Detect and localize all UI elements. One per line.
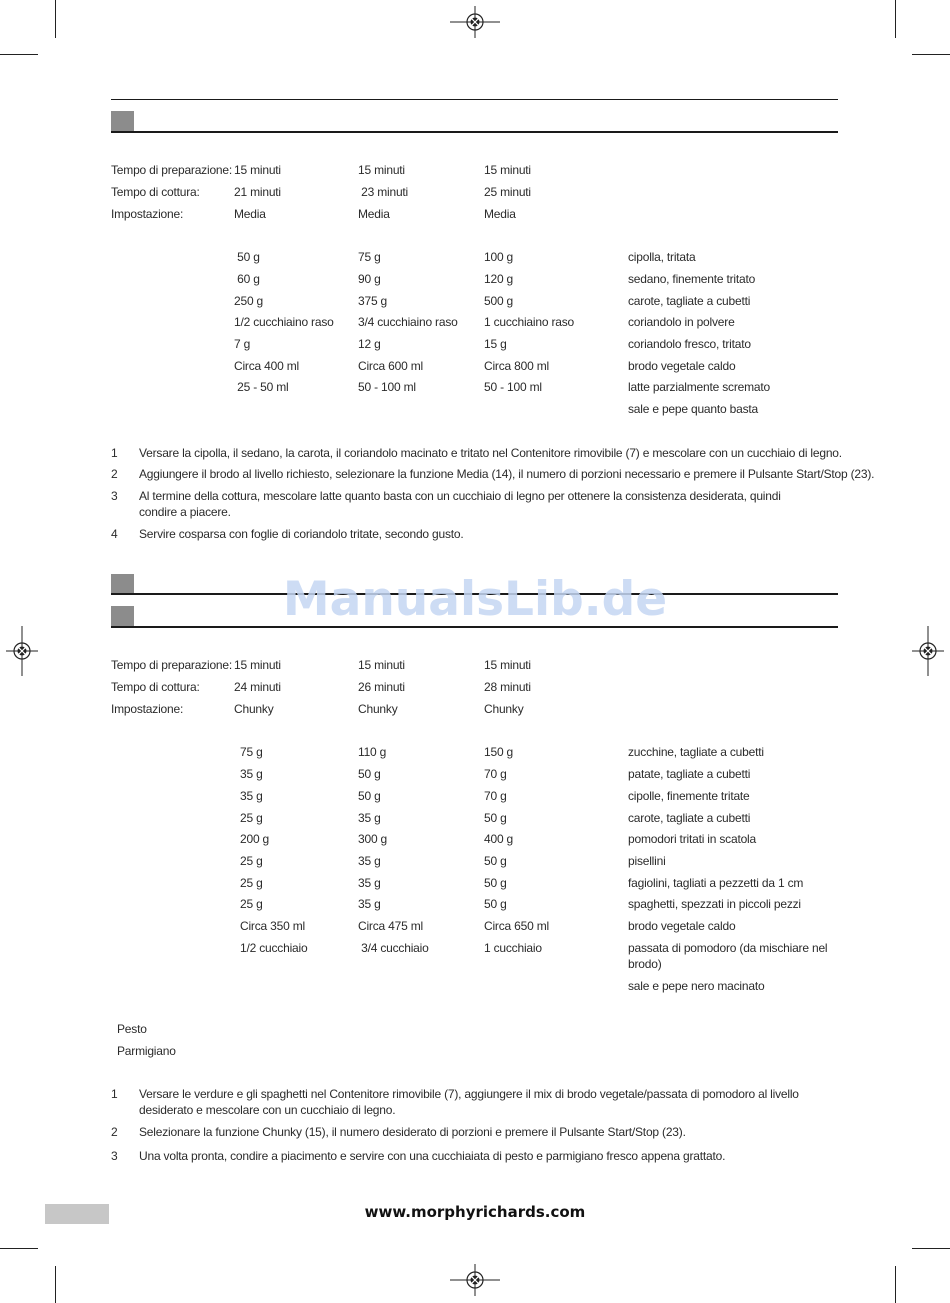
ingredient-qty: 110 g	[358, 745, 387, 759]
meta-label: Tempo di preparazione:	[111, 163, 233, 177]
step-number: 4	[111, 527, 118, 541]
registration-mark-icon	[912, 626, 944, 676]
ingredient-name: latte parzialmente scremato	[628, 380, 770, 394]
crop-mark	[0, 1248, 38, 1249]
step-number: 2	[111, 1125, 118, 1139]
ingredient-qty: Circa 650 ml	[484, 919, 549, 933]
ingredient-name: passata di pomodoro (da mischiare nel brodo)	[628, 941, 828, 971]
crop-mark	[0, 54, 38, 55]
ingredient-qty: 50 g	[484, 811, 507, 825]
ingredient-qty: 120 g	[484, 272, 514, 286]
ingredient-qty: 200 g	[240, 832, 270, 846]
crop-mark	[912, 1248, 950, 1249]
meta-label: Tempo di cottura:	[111, 185, 200, 199]
ingredient-qty: 300 g	[358, 832, 388, 846]
meta-value: 23 minuti	[358, 185, 409, 199]
step-text: Selezionare la funzione Chunky (15), il numero desiderato di porzioni e premere il Pulsante Start/Stop (23).	[139, 1125, 686, 1139]
ingredient-name: pomodori tritati in scatola	[628, 832, 756, 846]
ingredient-qty: 50 - 100 ml	[358, 380, 416, 394]
ingredient-qty: 75 g	[240, 745, 263, 759]
ingredient-qty: 3/4 cucchiaino raso	[358, 315, 458, 329]
ingredient-name: sedano, finemente tritato	[628, 272, 756, 286]
meta-value: Media	[234, 207, 266, 221]
step-number: 3	[111, 489, 118, 503]
ingredient-qty: 35 g	[358, 811, 381, 825]
footer-url: www.morphyrichards.com	[364, 1203, 586, 1221]
meta-value: 24 minuti	[234, 680, 281, 694]
step-number: 1	[111, 446, 118, 460]
ingredient-qty: 25 g	[240, 811, 263, 825]
meta-label: Tempo di preparazione:	[111, 658, 233, 672]
ingredient-qty: 70 g	[484, 789, 507, 803]
ingredient-qty: 35 g	[240, 767, 263, 781]
ingredient-qty: 35 g	[358, 897, 381, 911]
crop-mark	[895, 0, 896, 38]
registration-mark-icon	[6, 626, 38, 676]
ingredient-qty: Circa 350 ml	[240, 919, 305, 933]
crop-mark	[55, 1266, 56, 1303]
step-number: 2	[111, 467, 118, 481]
ingredient-qty: 50 g	[234, 250, 260, 264]
ingredient-qty: 3/4 cucchiaio	[358, 941, 429, 955]
ingredient-qty: 1 cucchiaino raso	[484, 315, 574, 329]
meta-value: 26 minuti	[358, 680, 405, 694]
ingredient-name: fagiolini, tagliati a pezzetti da 1 cm	[628, 876, 804, 890]
ingredient-qty: 70 g	[484, 767, 507, 781]
ingredient-qty: 75 g	[358, 250, 381, 264]
ingredient-name: sale e pepe nero macinato	[628, 979, 765, 993]
ingredient-qty: 500 g	[484, 294, 514, 308]
ingredient-name: cipolle, finemente tritate	[628, 789, 750, 803]
ingredient-qty: 25 g	[240, 854, 263, 868]
crop-mark	[55, 0, 56, 38]
ingredient-qty: 35 g	[240, 789, 263, 803]
meta-value: 15 minuti	[358, 163, 405, 177]
step-text: Al termine della cottura, mescolare latte quanto basta con un cucchiaio di legno per ottenere la consistenza desiderata, quindi condire a piacere.	[139, 489, 781, 519]
ingredient-name: cipolla, tritata	[628, 250, 696, 264]
ingredient-qty: 50 g	[484, 897, 507, 911]
meta-value: 28 minuti	[484, 680, 531, 694]
ingredient-qty: Circa 400 ml	[234, 359, 299, 373]
ingredient-qty: 50 - 100 ml	[484, 380, 542, 394]
ingredient-qty: 7 g	[234, 337, 251, 351]
ingredient-name: zucchine, tagliate a cubetti	[628, 745, 764, 759]
meta-label: Tempo di cottura:	[111, 680, 200, 694]
ingredient-qty: Circa 800 ml	[484, 359, 549, 373]
watermark: ManualsLib.de	[282, 572, 668, 627]
serving-item: Parmigiano	[117, 1044, 176, 1058]
ingredient-qty: 60 g	[234, 272, 260, 286]
meta-value: 15 minuti	[234, 658, 281, 672]
ingredient-qty: Circa 600 ml	[358, 359, 423, 373]
ingredient-qty: Circa 475 ml	[358, 919, 423, 933]
ingredient-name: carote, tagliate a cubetti	[628, 294, 751, 308]
rule	[111, 131, 838, 133]
serving-item: Pesto	[117, 1022, 147, 1036]
ingredient-qty: 100 g	[484, 250, 514, 264]
ingredient-name: carote, tagliate a cubetti	[628, 811, 751, 825]
ingredient-name: sale e pepe quanto basta	[628, 402, 758, 416]
meta-value: Chunky	[234, 702, 274, 716]
meta-value: 21 minuti	[234, 185, 281, 199]
ingredient-name: pisellini	[628, 854, 666, 868]
ingredient-qty: 50 g	[484, 854, 507, 868]
ingredient-qty: 50 g	[484, 876, 507, 890]
meta-value: 15 minuti	[484, 658, 531, 672]
ingredient-name: brodo vegetale caldo	[628, 359, 736, 373]
crop-mark	[912, 54, 950, 55]
meta-value: Chunky	[358, 702, 398, 716]
step-text: Versare le verdure e gli spaghetti nel Contenitore rimovibile (7), aggiungere il mix di brodo vegetale/passata di pomodoro al livello desiderato e mescolare con un cucchiaio di legno.	[139, 1087, 799, 1117]
step-number: 1	[111, 1087, 118, 1101]
ingredient-qty: 35 g	[358, 876, 381, 890]
ingredient-qty: 12 g	[358, 337, 381, 351]
meta-value: 25 minuti	[484, 185, 531, 199]
meta-value: 15 minuti	[358, 658, 405, 672]
ingredient-qty: 150 g	[484, 745, 514, 759]
ingredient-qty: 25 g	[240, 897, 263, 911]
ingredient-qty: 50 g	[358, 767, 381, 781]
ingredient-qty: 1 cucchiaio	[484, 941, 542, 955]
ingredient-qty: 400 g	[484, 832, 514, 846]
step-text: Servire cosparsa con foglie di coriandolo tritate, secondo gusto.	[139, 527, 464, 541]
meta-value: 15 minuti	[484, 163, 531, 177]
ingredient-qty: 25 - 50 ml	[234, 380, 289, 394]
ingredient-qty: 25 g	[240, 876, 263, 890]
ingredient-qty: 15 g	[484, 337, 507, 351]
meta-label: Impostazione:	[111, 702, 184, 716]
registration-mark-icon	[450, 1264, 500, 1296]
step-text: Una volta pronta, condire a piacimento e servire con una cucchiaiata di pesto e parmigiano fresco appena grattato.	[139, 1149, 726, 1163]
rule	[111, 99, 838, 100]
step-text: Versare la cipolla, il sedano, la carota, il coriandolo macinato e tritato nel Contenitore rimovibile (7) e mescolare con un cucchiaio di legno.	[139, 446, 842, 460]
ingredient-name: coriandolo in polvere	[628, 315, 735, 329]
section-marker	[111, 111, 134, 131]
ingredient-qty: 375 g	[358, 294, 388, 308]
ingredient-qty: 35 g	[358, 854, 381, 868]
ingredient-qty: 1/2 cucchiaino raso	[234, 315, 334, 329]
ingredient-qty: 250 g	[234, 294, 264, 308]
ingredient-qty: 1/2 cucchiaio	[240, 941, 308, 955]
ingredient-name: coriandolo fresco, tritato	[628, 337, 751, 351]
meta-label: Impostazione:	[111, 207, 184, 221]
step-number: 3	[111, 1149, 118, 1163]
ingredient-name: spaghetti, spezzati in piccoli pezzi	[628, 897, 801, 911]
ingredient-name: patate, tagliate a cubetti	[628, 767, 751, 781]
meta-value: 15 minuti	[234, 163, 281, 177]
meta-value: Chunky	[484, 702, 524, 716]
ingredient-qty: 90 g	[358, 272, 381, 286]
registration-mark-icon	[450, 6, 500, 38]
crop-mark	[895, 1266, 896, 1303]
meta-value: Media	[358, 207, 390, 221]
meta-value: Media	[484, 207, 516, 221]
ingredient-name: brodo vegetale caldo	[628, 919, 736, 933]
ingredient-qty: 50 g	[358, 789, 381, 803]
step-text: Aggiungere il brodo al livello richiesto, selezionare la funzione Media (14), il numero di porzioni necessario e premere il Pulsante Start/Stop (23).	[139, 467, 875, 481]
